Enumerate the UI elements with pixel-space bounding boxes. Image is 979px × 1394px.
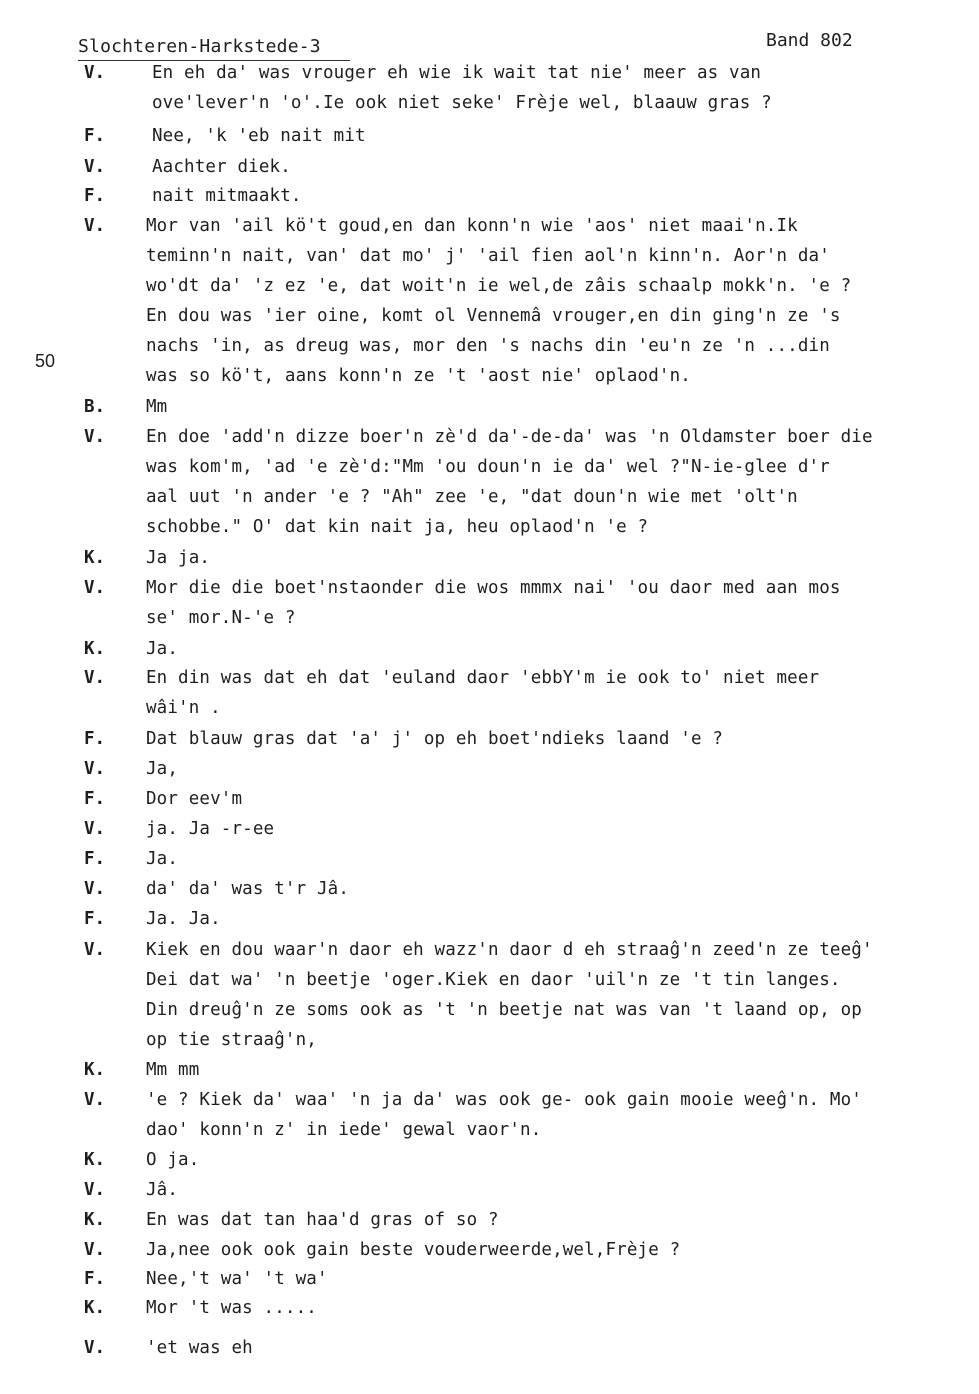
transcript-line: En din was dat eh dat 'euland daor 'ebbY'm ie ook to' niet meer: [146, 668, 820, 688]
speaker-label: V.: [84, 1338, 106, 1358]
transcript-line: Ja ja.: [146, 548, 211, 568]
transcript-line: Ja.: [146, 639, 179, 659]
speaker-label: F.: [84, 789, 106, 809]
speaker-label: K.: [84, 1298, 106, 1318]
speaker-label: K.: [84, 639, 106, 659]
speaker-label: V.: [84, 1090, 106, 1110]
transcript-line: Dat blauw gras dat 'a' j' op eh boet'ndieks laand 'e ?: [146, 729, 724, 749]
transcript-line: teminn'n nait, van' dat mo' j' 'ail fien aol'n kinn'n. Aor'n da': [146, 246, 830, 266]
speaker-label: K.: [84, 1060, 106, 1080]
transcript-line: Mor 't was .....: [146, 1298, 317, 1318]
transcript-line: 'e ? Kiek da' waa' 'n ja da' was ook ge- ook gain mooie weeĝ'n. Mo': [146, 1090, 862, 1110]
transcript-line: wâi'n .: [146, 698, 221, 718]
transcript-line: Dei dat wa' 'n beetje 'oger.Kiek en daor 'uil'n ze 't tin langes.: [146, 970, 841, 990]
speaker-label: F.: [84, 849, 106, 869]
speaker-label: K.: [84, 548, 106, 568]
speaker-label: V.: [84, 668, 106, 688]
transcript-line: Jâ.: [146, 1180, 179, 1200]
speaker-label: V.: [84, 879, 106, 899]
speaker-label: K.: [84, 1150, 106, 1170]
document-title: Slochteren-Harkstede-3: [78, 36, 321, 57]
transcript-line: nachs 'in, as dreug was, mor den 's nachs din 'eu'n ze 'n ...din: [146, 336, 830, 356]
transcript-line: dao' konn'n z' in iede' gewal vaor'n.: [146, 1120, 542, 1140]
transcript-line: nait mitmaakt.: [152, 186, 302, 206]
transcript-line: Ja.: [146, 849, 179, 869]
speaker-label: F.: [84, 1269, 106, 1289]
speaker-label: F.: [84, 909, 106, 929]
speaker-label: F.: [84, 126, 106, 146]
transcript-line: Din dreuĝ'n ze soms ook as 't 'n beetje nat was van 't laand op, op: [146, 1000, 862, 1020]
transcript-line: Ja,: [146, 759, 179, 779]
transcript-line: wo'dt da' 'z ez 'e, dat woit'n ie wel,de zâis schaalp mokk'n. 'e ?: [146, 276, 852, 296]
speaker-label: V.: [84, 1180, 106, 1200]
transcript-line: 'et was eh: [146, 1338, 253, 1358]
speaker-label: V.: [84, 759, 106, 779]
transcript-line: Mm: [146, 397, 168, 417]
transcript-line: was so kö't, aans konn'n ze 't 'aost nie' oplaod'n.: [146, 366, 691, 386]
speaker-label: K.: [84, 1210, 106, 1230]
speaker-label: V.: [84, 819, 106, 839]
transcript-line: schobbe." O' dat kin nait ja, heu oplaod'n 'e ?: [146, 517, 649, 537]
speaker-label: V.: [84, 216, 106, 236]
speaker-label: V.: [84, 63, 106, 83]
speaker-label: V.: [84, 578, 106, 598]
speaker-label: V.: [84, 940, 106, 960]
speaker-label: F.: [84, 186, 106, 206]
transcript-line: da' da' was t'r Jâ.: [146, 879, 350, 899]
transcript-line: En dou was 'ier oine, komt ol Vennemâ vrouger,en din ging'n ze 's: [146, 306, 841, 326]
transcript-line: Mor van 'ail kö't goud,en dan konn'n wie 'aos' niet maai'n.Ik: [146, 216, 798, 236]
speaker-label: V.: [84, 1240, 106, 1260]
transcript-line: Mor die die boet'nstaonder die wos mmmx nai' 'ou daor med aan mos: [146, 578, 841, 598]
speaker-label: V.: [84, 427, 106, 447]
transcript-line: op tie straaĝ'n,: [146, 1030, 317, 1050]
transcript-line: Ja. Ja.: [146, 909, 221, 929]
margin-line-number: 50: [35, 351, 56, 371]
transcript-line: ja. Ja -r-ee: [146, 819, 275, 839]
transcript-line: En doe 'add'n dizze boer'n zè'd da'-de-da' was 'n Oldamster boer die: [146, 427, 873, 447]
transcript-line: Dor eev'm: [146, 789, 243, 809]
transcript-line: En was dat tan haa'd gras of so ?: [146, 1210, 499, 1230]
title-underline: [78, 60, 350, 61]
band-number: Band 802: [766, 30, 853, 51]
transcript-line: En eh da' was vrouger eh wie ik wait tat nie' meer as van: [152, 63, 762, 83]
transcript-line: Mm mm: [146, 1060, 200, 1080]
transcript-line: Nee, 'k 'eb nait mit: [152, 126, 366, 146]
transcript-line: O ja.: [146, 1150, 200, 1170]
speaker-label: F.: [84, 729, 106, 749]
transcript-line: Ja,nee ook ook gain beste vouderweerde,wel,Frèje ?: [146, 1240, 681, 1260]
transcript-line: Aachter diek.: [152, 157, 291, 177]
speaker-label: V.: [84, 157, 106, 177]
transcript-line: se' mor.N-'e ?: [146, 608, 296, 628]
transcript-line: ove'lever'n 'o'.Ie ook niet seke' Frèje wel, blaauw gras ?: [152, 93, 772, 113]
transcript-line: Kiek en dou waar'n daor eh wazz'n daor d eh straaĝ'n zeed'n ze teeĝ': [146, 940, 873, 960]
transcript-line: aal uut 'n ander 'e ? "Ah" zee 'e, "dat doun'n wie met 'olt'n: [146, 487, 798, 507]
speaker-label: B.: [84, 397, 106, 417]
transcript-line: was kom'm, 'ad 'e zè'd:"Mm 'ou doun'n ie da' wel ?"N-ie-glee d'r: [146, 457, 830, 477]
transcript-line: Nee,'t wa' 't wa': [146, 1269, 328, 1289]
